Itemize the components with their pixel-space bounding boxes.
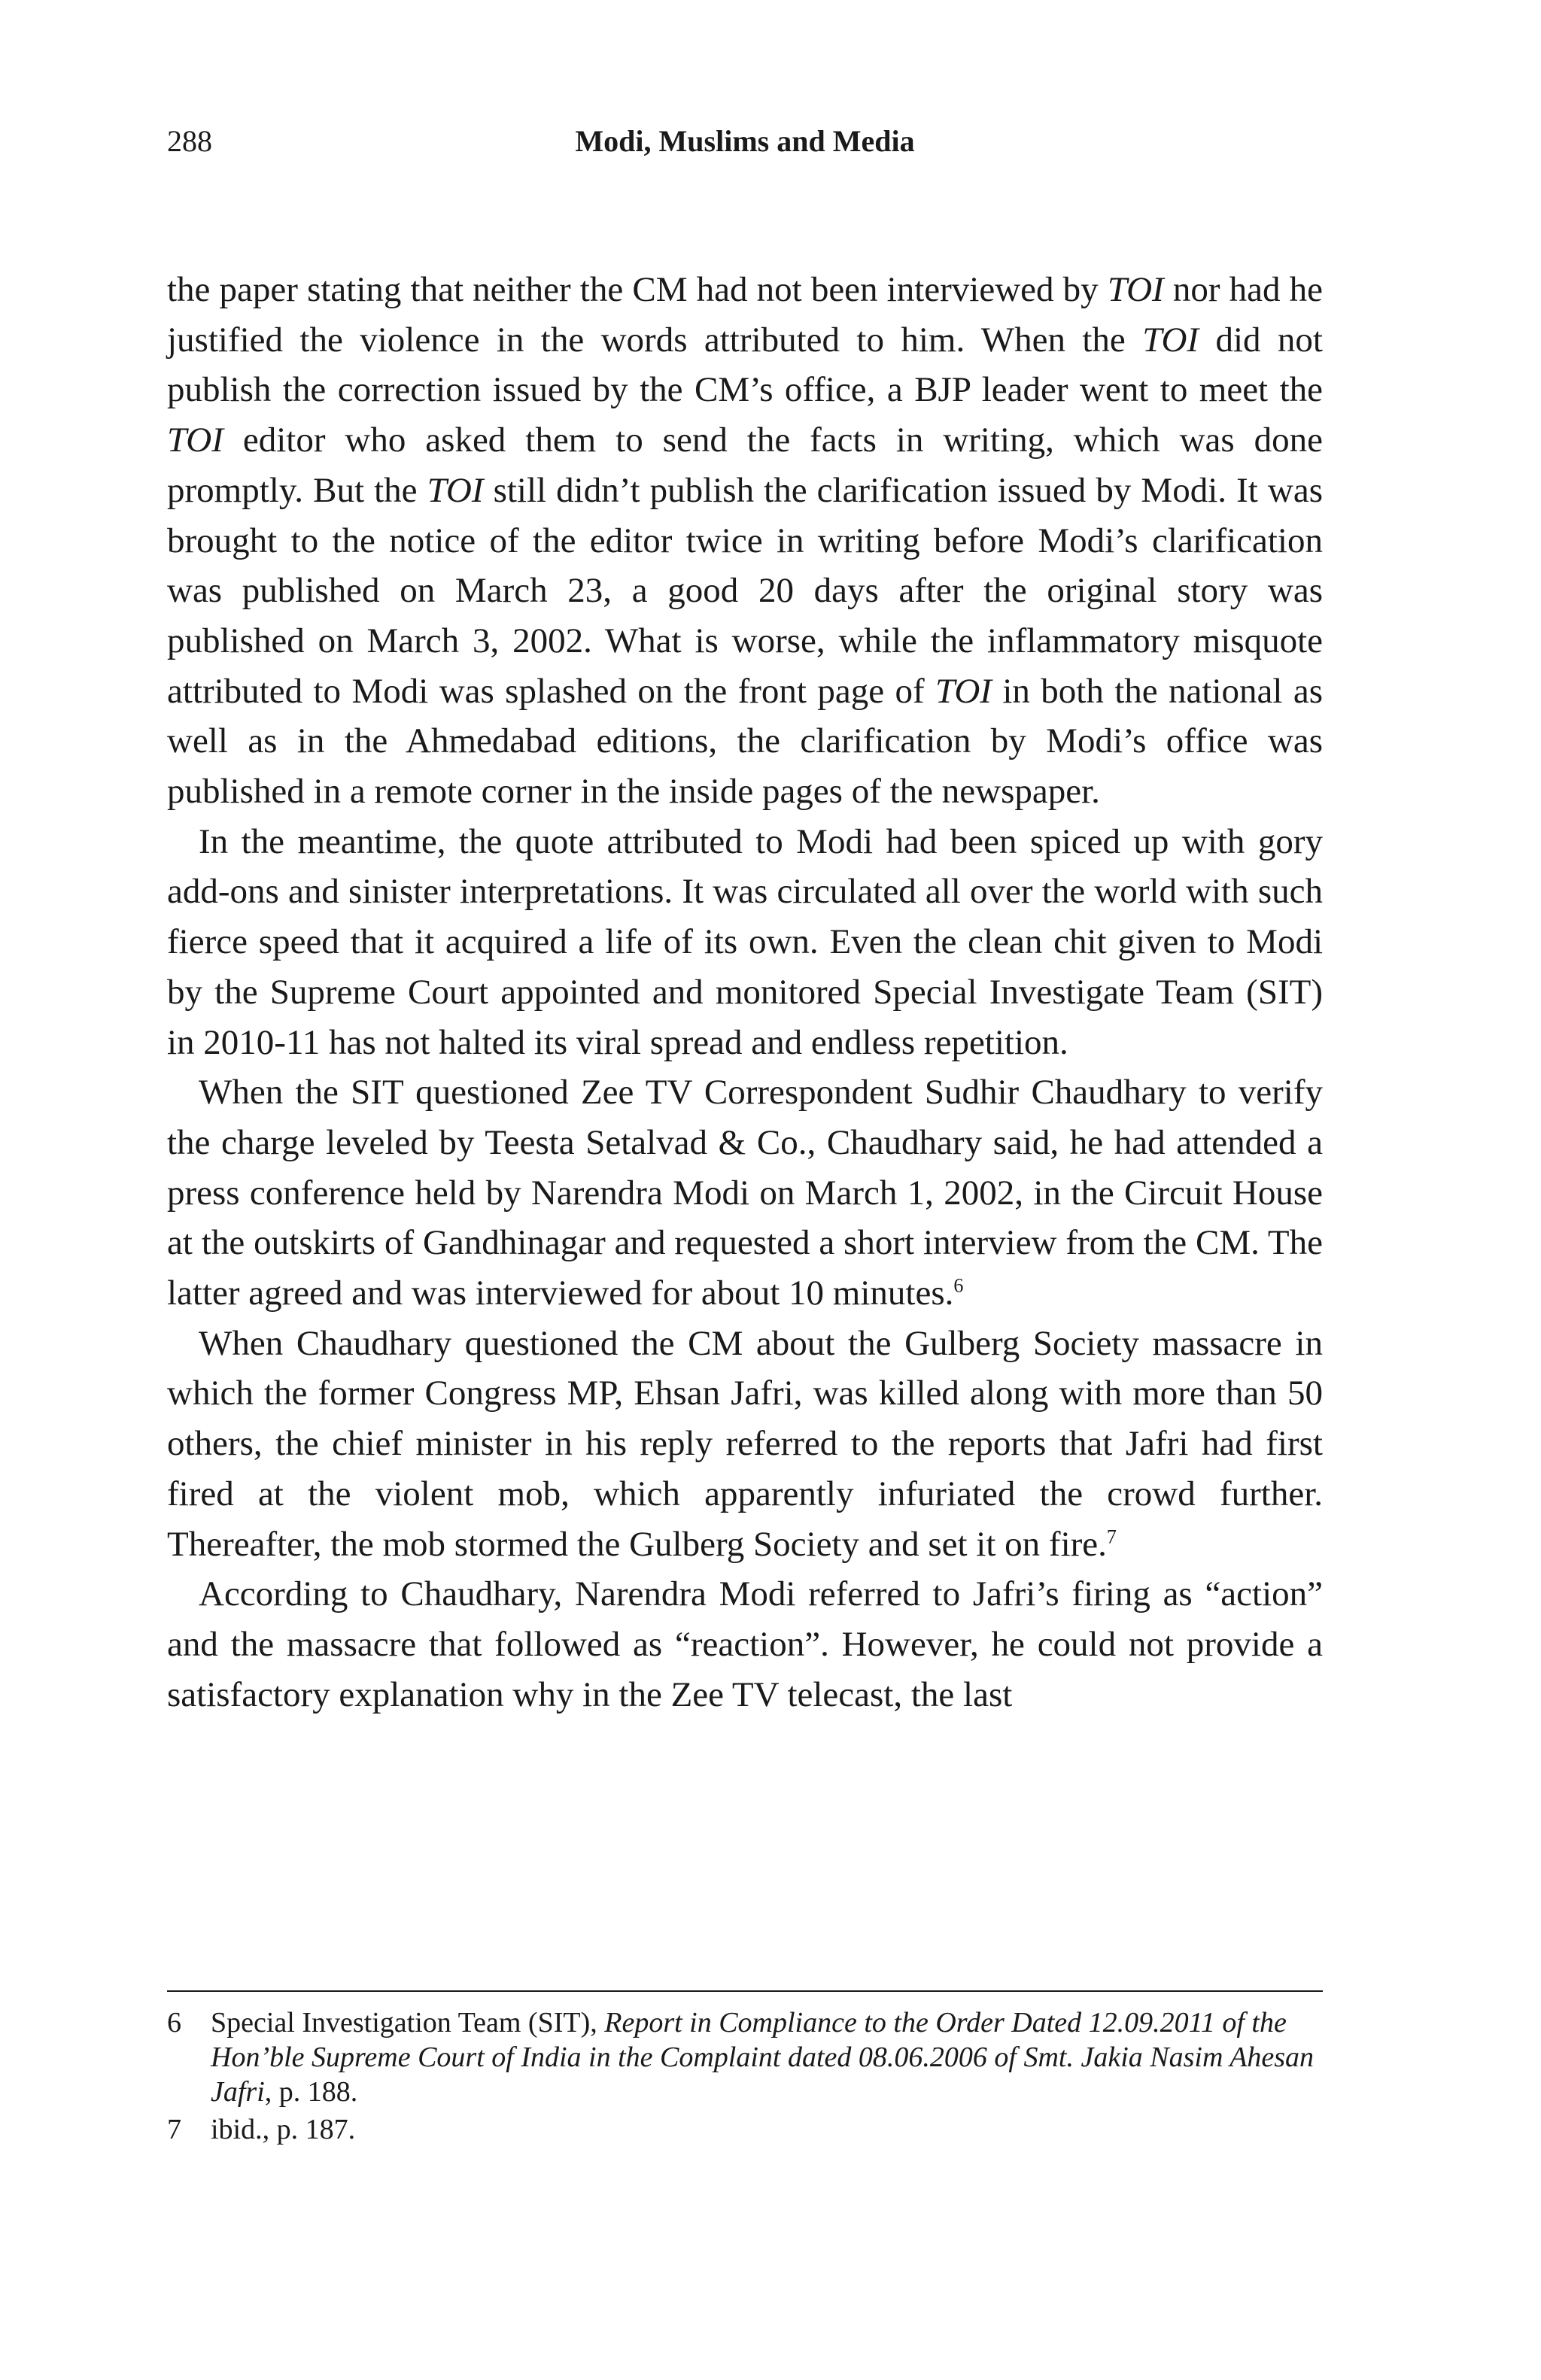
footnote: 7 ibid., p. 187. — [167, 2114, 356, 2145]
footnote-number: 6 — [167, 2007, 181, 2038]
running-title: Modi, Muslims and Media — [575, 124, 915, 158]
page-number: 288 — [167, 124, 212, 158]
paragraph: When Chaudhary questioned the CM about the Gulberg Society massacre in which the former Congress MP, Ehsan Jafri, was killed along with more than 50 others, the chief minister in his reply referred to the reports that Jafri had first fired at the violent mob, which apparently infuriated the crowd further. Thereafter, the mob stormed the Gulberg Society and set it on fire.$^7$ — [167, 1323, 1323, 1564]
footnote-divider — [167, 1990, 1323, 1992]
paragraph: In the meantime, the quote attributed to Modi had been spiced up with gory add-ons and sinister interpretations. It was circulated all over the world with such fierce speed that it acquired a life of its own. Even the clean chit given to Modi by the Supreme Court appointed and monitored Special Investigate Team (SIT) in 2010-11 has not halted its viral spread and endless repetition. — [167, 821, 1323, 1062]
running-head — [167, 119, 1323, 164]
paragraph: According to Chaudhary, Narendra Modi referred to Jafri’s firing as “action” and the massacre that followed as “reaction”. However, he could not provide a satisfactory explanation why in the Zee TV telecast, the last — [167, 1574, 1323, 1714]
book-page — [167, 0, 1323, 2380]
paragraph: the paper stating that neither the CM had not been interviewed by TOI nor had he justified the violence in the words attributed to him. When the TOI did not publish the correction issued by the CM’s office, a BJP leader went to meet the TOI editor who asked them to send the facts in writing, which was done promptly. But the TOI still didn’t publish the clarification issued by Modi. It was brought to the notice of the editor twice in writing before Modi’s clarification was published on March 23, a good 20 days after the original story was published on March 3, 2002. What is worse, while the inflammatory misquote attributed to Modi was splashed on the front page of TOI in both the national as well as in the Ahmedabad editions, the clarification by Modi’s office was published in a remote corner in the inside pages of the newspaper. — [167, 270, 1323, 812]
footnote: 6 Special Investigation Team (SIT), Report in Compliance to the Order Dated 12.09.2011 of the Hon’ble Supreme Court of India in the Complaint dated 08.06.2006 of Smt. Jakia Nasim Ahesan Jafri, p. 188. — [167, 2007, 1315, 2108]
footnote-reference[interactable]: 7 — [1106, 1525, 1117, 1547]
paragraph: When the SIT questioned Zee TV Correspondent Sudhir Chaudhary to verify the charge leveled by Teesta Setalvad & Co., Chaudhary said, he had attended a press conference held by Narendra Modi on March 1, 2002, in the Circuit House at the outskirts of Gandhinagar and requested a short interview from the CM. The latter agreed and was interviewed for about 10 minutes.$^6$ — [167, 1073, 1323, 1313]
footnote-number: 7 — [167, 2114, 181, 2145]
body-text — [167, 265, 1323, 1720]
footnotes — [167, 2005, 1323, 2147]
footnote-title: Report in Compliance to the Order Dated 12.09.2011 of the Hon’ble Supreme Court of India in the Complaint dated 08.06.2006 of Smt. Jakia Nasim Ahesan Jafri — [211, 2007, 1315, 2108]
footnote-reference[interactable]: 6 — [953, 1274, 964, 1297]
